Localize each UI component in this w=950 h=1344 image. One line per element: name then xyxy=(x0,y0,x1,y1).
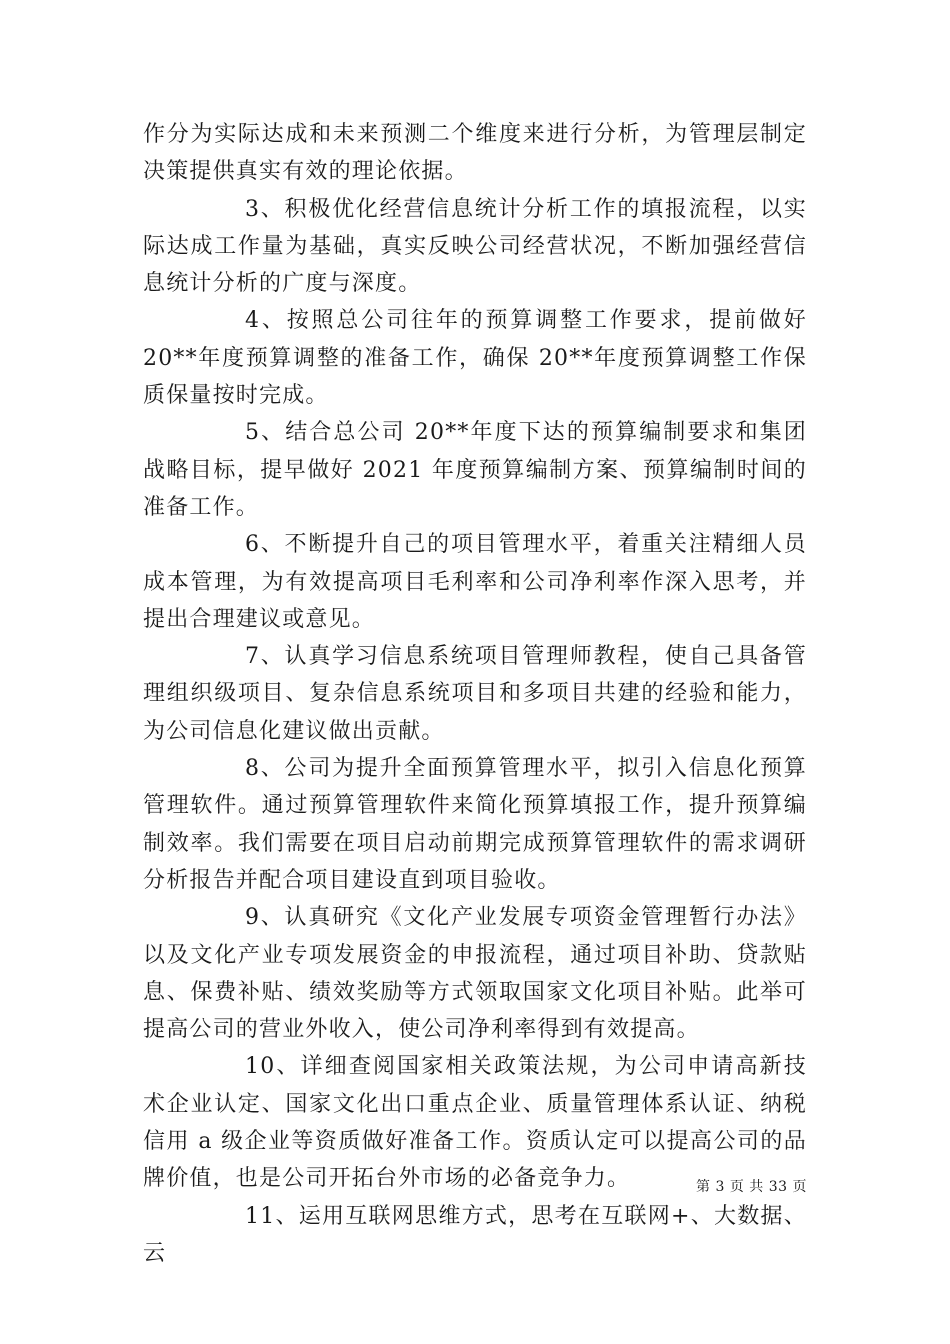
paragraph-item-10: 10、详细查阅国家相关政策法规，为公司申请高新技术企业认定、国家文化出口重点企业、质量管理体系认证、纳税信用 a 级企业等资质做好准备工作。资质认定可以提高公司的品牌价值，也是公司开拓台外市场的必备竞争力。 xyxy=(143,1054,807,1192)
paragraph-item-3: 3、积极优化经营信息统计分析工作的填报流程，以实际达成工作量为基础，真实反映公司经营状况，不断加强经营信息统计分析的广度与深度。 xyxy=(143,196,807,297)
page-number-footer: 第 3 页 共 33 页 xyxy=(696,1179,807,1195)
paragraph-continuation: 作分为实际达成和未来预测二个维度来进行分析，为管理层制定决策提供真实有效的理论依据。 xyxy=(143,122,807,185)
document-body xyxy=(143,116,807,1272)
paragraph-item-4: 4、按照总公司往年的预算调整工作要求，提前做好 20**年度预算调整的准备工作，确保 20**年度预算调整工作保质保量按时完成。 xyxy=(143,308,807,409)
paragraph-item-9: 9、认真研究《文化产业发展专项资金管理暂行办法》以及文化产业专项发展资金的申报流程，通过项目补助、贷款贴息、保费补贴、绩效奖励等方式领取国家文化项目补贴。此举可提高公司的营业外收入，使公司净利率得到有效提高。 xyxy=(143,905,807,1043)
paragraph-item-7: 7、认真学习信息系统项目管理师教程，使自己具备管理组织级项目、复杂信息系统项目和多项目共建的经验和能力，为公司信息化建议做出贡献。 xyxy=(143,644,807,744)
paragraph-item-5: 5、结合总公司 20**年度下达的预算编制要求和集团战略目标，提早做好 2021 年度预算编制方案、预算编制时间的准备工作。 xyxy=(143,420,807,520)
paragraph-item-11: 11、运用互联网思维方式，思考在互联网+、大数据、云 xyxy=(143,1203,807,1266)
paragraph-item-8: 8、公司为提升全面预算管理水平，拟引入信息化预算管理软件。通过预算管理软件来简化预算填报工作，提升预算编制效率。我们需要在项目启动前期完成预算管理软件的需求调研分析报告并配合项目建设直到项目验收。 xyxy=(143,756,807,893)
paragraph-item-6: 6、不断提升自己的项目管理水平，着重关注精细人员成本管理，为有效提高项目毛利率和公司净利率作深入思考，并提出合理建议或意见。 xyxy=(143,532,807,632)
